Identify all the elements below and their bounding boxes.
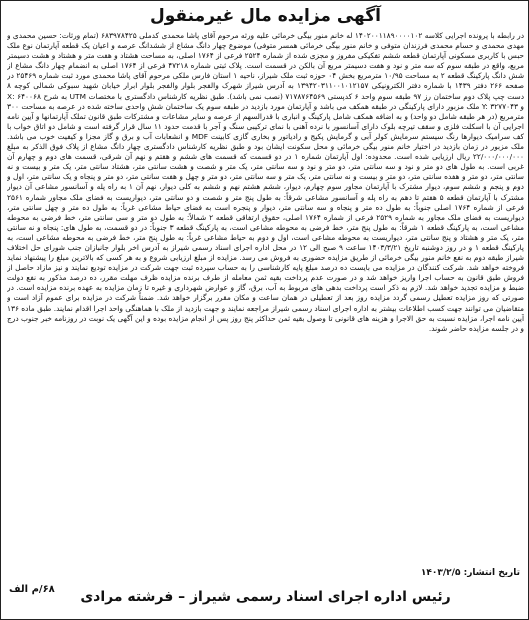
notice-code: ۶۸/م الف [9, 584, 55, 595]
notice-title: آگهی مزایده مال غیرمنقول [150, 6, 381, 26]
publication-date: تاریخ انتشار: ۱۴۰۳/۲/۵ [420, 568, 520, 578]
signature-line: رئیس اداره اجرای اسناد رسمی شیراز – فرشته مرادی [80, 589, 451, 605]
notice-body: در رابطه با پرونده اجرایی کلاسه ۱۴۰۲۰۰۱۱۸۹۰۰۰۰۱۰۲ له خانم منور بیگی خرمائی علیه ورثه مرحوم آقای پاشا محمدی کدملی ۶۸۳۹۷۸۴۲۵ (تمام ورثات: حسین محمدی و مهدی محمدی و حسام محمدی فرزندان متوفی و خانم منور بیگی خرمائی همسر متوفی) موضوع چهار دانگ مشاع از ششدانگ عرصه و اعیان یک قطعه آپارتمان نوع ملک حبس با کاربری مسکونی آپارتمان قطعه ششم تفکیکی مفروز و مجزی شده از شماره ۲۵۲۴ فرعی از ۱۷۶۴ اصلی، به مساحت هشتاد و هفت متر و هشتاد و هشت دسیمتر مربع، واقع در طبقه سوم که سه متر و نود و هفت دسیمتر مربع آن بالکن در قسمت است. پلاک ثبتی شماره ۴۷۲۱۸ فرعی از ۱۷۶۴ اصلی به انضمام چهار دانگ مشاع از شش دانگ پارکینگ قطعه ۲ به مساحت ۱۰/۹۵ مترمربع بخش ۰۴ حوزه ثبت ملک شیراز، ناحیه ۱ استان فارس ملکی مرحوم آقای پاشا محمدی مورد ثبت شماره ۲۵۴۶۹ در صفحه ۲۶۶ دفتر ۱۴۳۹ با شماره دفتر الکترونیکی ۱۳۹۴۲۰۳۱۱۰۰۱۰۱۲۱۵۷ به آدرس شیراز شهرک والفجر بلوار والفجر بلوار ابرار خیابان شهید سبوکی شمالی کوچه ۸ دست چپ پلاک دوم ساختمان رز ۹۷ طبقه سوم واحد ۶ کدپستی ۷۱۷۸۷۶۴۵۶۹ (نصب نمی باشد). طبق نظریه کارشناس دادگستری با مختصات UTM به شرح X: ۶۴۰۰۶۸ و Y: ۳۲۷۷۰۴۳ ملک مزبور دارای پارکینگی در طبقه همکف می باشد و آپارتمان مورد بازدید در طبقه سوم یک ساختمان شش واحدی ساخته شده در عرصه به مساحت ۳۰۰ مترمربع (در هر طبقه شامل دو واحد) و به اضافه همکف شامل پارکینگ و انباری با قدرالسهم از عرصه و سایر مشاعات و مشترکات طبق قانون تملک آپارتمانها و آیین نامه اجرایی آن با اسکلت فلزی و سقف تیرچه بلوک دارای آسانسور با نرده آهنی با نمای ترکیبی سنگ و آجر با قدمت حدود ۱۱ سال قرار گرفته است و شامل دو اتاق خواب با کف سرامیک دیوارها رنگ سیستم سرمایش کولر آبی و گرمایش پکیج و رادیاتور و بخاری گازی کابینت MDF و انشعابات آب و برق و گاز مجزا و کیفیت خوب می باشد. ملک مزبور در زمان بازدید در اختیار خانم منور بیگی خرمائی و محل سکونت ایشان بود و طبق نظریه کارشناس دادگستری چهار دانگ مشاع از پلاک فوق الذکر به مبلغ ۲۲/۰۰۰/۰۰۰/۰۰۰ ریال ارزیابی شده است. محدوده: اول آپارتمان شماره ۱ در دو قسمت که قسمت های ششم و هفتم و نهم آن شرقی، قسمت های دوم و چهارم آن غربی است. به طول های دو متر و نود و سه سانتی متر، دو متر و نود و سه سانتی متر، یک متر و شصت و هشت سانتی متر، هشتاد سانتی متر، یک متر و بیست و نه سانتی متر، دو متر و هفده سانتی متر، دو متر و بیست و نه سانتی متر، یک متر و سه سانتی متر، دو متر و چهل و هفت سانتی متر، دو متر و پنجاه و یک سانتی متر، اول و دوم و پنجم و ششم سوم، دیوار مشترک با آپارتمان مجاور سوم چهارم، دیوار، ششم هشتم نهم و ششم به کلی دیوار، نهم آن ۱ به راه پله و آسانسور مشاعی آن دیوار مشترک با آپارتمان قطعه ۵ هفتم تا دهم به راه پله و آسانسور مشاعی شرقاً: به طول پنج متر و شصت و دو سانتی متر، دیواریست به فضای ملک مجاور شماره ۲۵۶۱ فرعی از شماره ۱۷۶۴ اصلی جنوباً: به طول ده متر و پنجاه و سه سانتی متر، دیوار و پنجره است به فضای حیاط مشاعی غرباً: به طول ده متر و چهل سانتی متر، دیواریست به فضای ملک مجاور به شماره ۲۵۲۹ فرعی از شماره ۱۷۶۴ اصلی، حقوق ارتفاقی قطعه ۲ شمالاً: به طول دو متر و سی سانتی متر، خط فرضی به محوطه مشاعی است، به پارکینگ قطعه ۱ شرقاً: به طول پنج متر، خط فرضی به محوطه مشاعی است، به پارکینگ قطعه ۳ جنوباً: در دو قسمت، به طول های: پنجاه و نه سانتی متر، یک متر و هشتاد و پنج سانتی متر، دیواریست به محوطه مشاعی است، اول و دوم به حیاط مشاعی غرباً: به طول پنج متر، خط فرضی به محوطه مشاعی است، به پارکینگ قطعه ۱ و در روز دوشنبه تاریخ ۱۴۰۳/۳/۲۱ ساعت ۹ صبح الی ۱۲ در محل اداره اجرای اسناد رسمی شیراز به آدرس اخر بلوار جانبازان جنب شورای حل اختلاف شیراز طبقه دوم به نفع خانم منور بیگی خرمائی از طریق مزایده حضوری به فروش می رسد. مزایده از مبلغ ارزیابی شروع و به هر کسی که بالاترین مبلغ را پیشنهاد نماید فروخته خواهد شد. شرکت کنندگان در مزایده می بایست ده درصد مبلغ پایه کارشناسی را به حساب سپرده ثبت جهت شرکت در مزایده تودیع نمایند و نیز مازاد حاصل از فروش طبق قانون به حساب اجرا واریز خواهد شد و در صورت عدم پرداخت بقیه ثمن معامله از طرف برنده مزایده ظرف مهلت مقرر، ده درصد مذکور به نفع دولت ضبط و مزایده تجدید خواهد شد. لازم به ذکر است پرداخت بدهی های مربوط به آب، برق، گاز و عوارض شهرداری و غیره تا زمان مزایده به عهده برنده مزایده است. در صورتی که روز مزایده تعطیل رسمی گردد مزایده روز بعد از تعطیلی در همان ساعت و مکان مقرر برگزار خواهد شد. ضمناً شرکت در مزایده برای عموم آزاد است و متقاضیان می توانند جهت کسب اطلاعات بیشتر به اداره اجرای اسناد رسمی شیراز مراجعه نمایند و جهت بازدید از ملک با هماهنگی واحد اجرا اقدام نمایند. طبق ماده ۱۳۶ آیین نامه اجرا، مزایده نسبت به حق الاجرا و هزینه های قانونی تا وصول بقیه ثمن حداکثر پنج روز پس از انجام مزایده بوده و این آگهی یک نوبت در روزنامه خبر جنوب درج و در جلسه مزایده حاضر شوند. [7, 31, 524, 333]
